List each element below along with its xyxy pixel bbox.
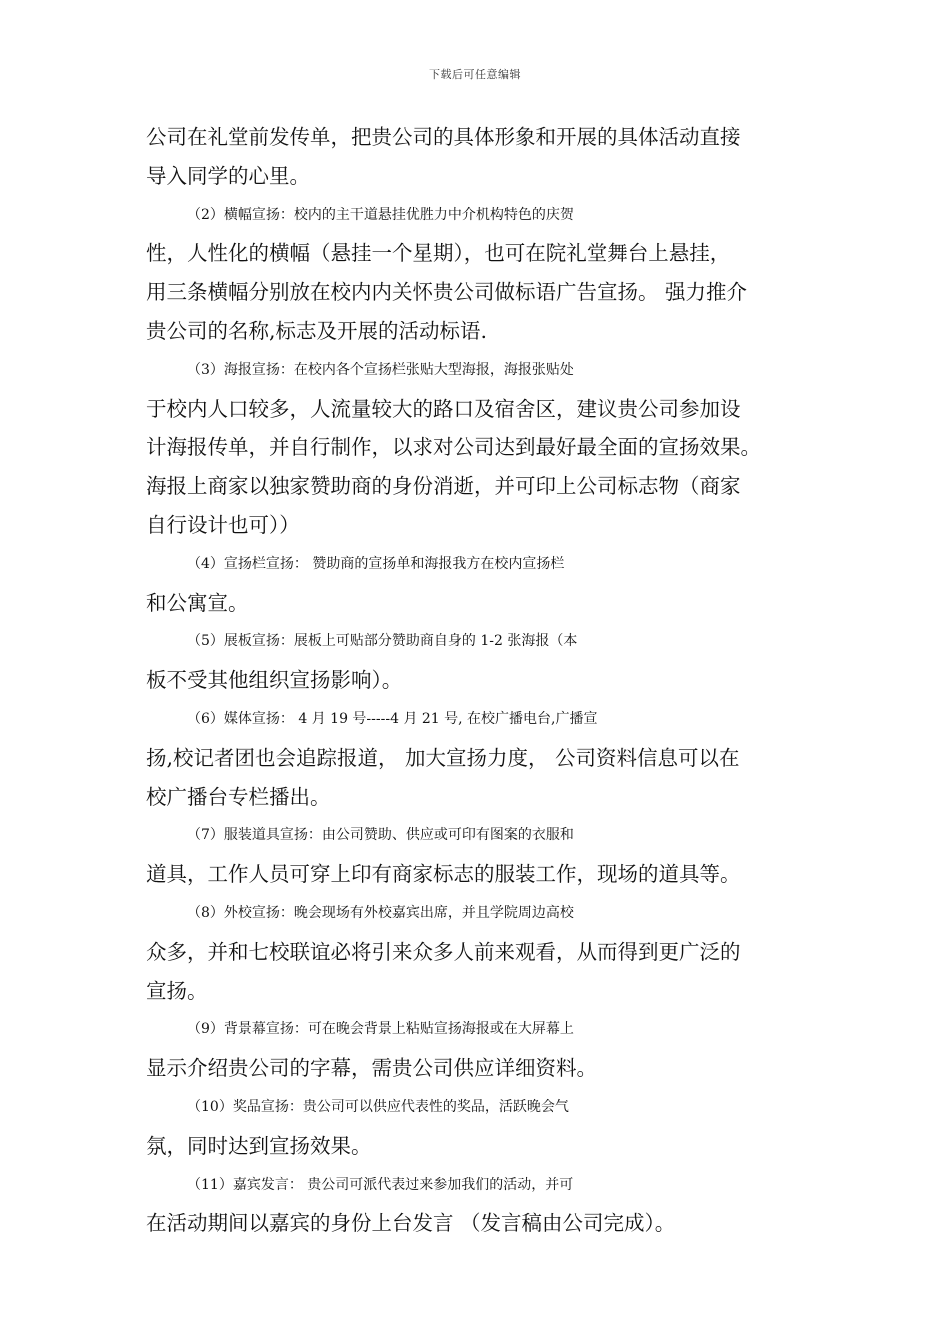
- text-line: （6）媒体宣扬： 4 月 19 号-----4 月 21 号, 在校广播电台,广播宣: [187, 710, 598, 727]
- paragraph: [146, 351, 811, 545]
- text-line: 公司在礼堂前发传单，把贵公司的具体形象和开展的具体活动直接: [146, 125, 741, 149]
- text-line: 性，人性化的横幅（悬挂一个星期），也可在院礼堂舞台上悬挂，: [146, 241, 731, 266]
- paragraph: [146, 1088, 811, 1166]
- text-line: 板不受其他组织宣扬影响）。: [146, 668, 403, 693]
- text-line: 众多，并和七校联谊必将引来众多人前来观看，从而得到更广泛的: [146, 939, 741, 964]
- paragraph: [146, 545, 811, 623]
- text-line: 和公寓宣。: [146, 590, 249, 615]
- text-line: 计海报传单，并自行制作，以求对公司达到最好最全面的宣扬效果。: [146, 435, 761, 460]
- document-body: [146, 118, 811, 1243]
- paragraph: [146, 1166, 811, 1244]
- paragraph: [146, 816, 811, 894]
- text-line: （9）背景幕宣扬：可在晚会背景上粘贴宣扬海报或在大屏幕上: [187, 1021, 574, 1038]
- text-line: （8）外校宣扬：晚会现场有外校嘉宾出席，并且学院周边高校: [187, 904, 574, 921]
- text-line: 贵公司的名称,标志及开展的活动标语.: [146, 318, 488, 343]
- text-line: （2）横幅宣扬：校内的主干道悬挂优胜力中介机构特色的庆贺: [187, 206, 574, 223]
- text-line: 海报上商家以独家赞助商的身份消逝，并可印上公司标志物（商家: [146, 474, 741, 499]
- paragraph: [146, 1010, 811, 1088]
- text-line: 氛，同时达到宣扬效果。: [146, 1133, 372, 1158]
- text-line: 于校内人口较多，人流量较大的路口及宿舍区，建议贵公司参加设: [146, 396, 741, 421]
- paragraph: [146, 894, 811, 1010]
- text-line: （7）服装道具宣扬：由公司赞助、供应或可印有图案的衣服和: [187, 827, 574, 844]
- text-line: （11）嘉宾发言： 贵公司可派代表过来参加我们的活动，并可: [187, 1176, 574, 1193]
- paragraph: [146, 700, 811, 816]
- text-line: 道具，工作人员可穿上印有商家标志的服装工作，现场的道具等。: [146, 862, 741, 887]
- text-line: 在活动期间以嘉宾的身份上台发言 （发言稿由公司完成）。: [146, 1211, 676, 1236]
- text-line: 扬,校记者团也会追踪报道， 加大宣扬力度， 公司资料信息可以在: [146, 745, 740, 770]
- text-line: 宣扬。: [146, 978, 208, 1003]
- paragraph: [146, 622, 811, 700]
- text-line: （3）海报宣扬：在校内各个宣扬栏张贴大型海报，海报张贴处: [187, 361, 574, 378]
- text-line: 导入同学的心里。: [146, 163, 310, 188]
- text-line: （10）奖品宣扬：贵公司可以供应代表性的奖品，活跃晚会气: [187, 1098, 569, 1115]
- text-line: 显示介绍贵公司的字幕，需贵公司供应详细资料。: [146, 1056, 597, 1081]
- page-header-note: 下载后可任意编辑: [429, 68, 521, 81]
- text-line: 自行设计也可））: [146, 512, 300, 537]
- text-line: 校广播台专栏播出。: [146, 784, 331, 809]
- text-line: （5）展板宣扬：展板上可贴部分赞助商自身的 1-2 张海报（本: [187, 633, 578, 650]
- text-line: 用三条横幅分别放在校内内关怀贵公司做标语广告宣扬。 强力推介: [146, 280, 748, 305]
- paragraph: [146, 196, 811, 351]
- paragraph: [146, 118, 811, 196]
- text-line: （4）宣扬栏宣扬： 赞助商的宣扬单和海报我方在校内宣扬栏: [187, 555, 565, 572]
